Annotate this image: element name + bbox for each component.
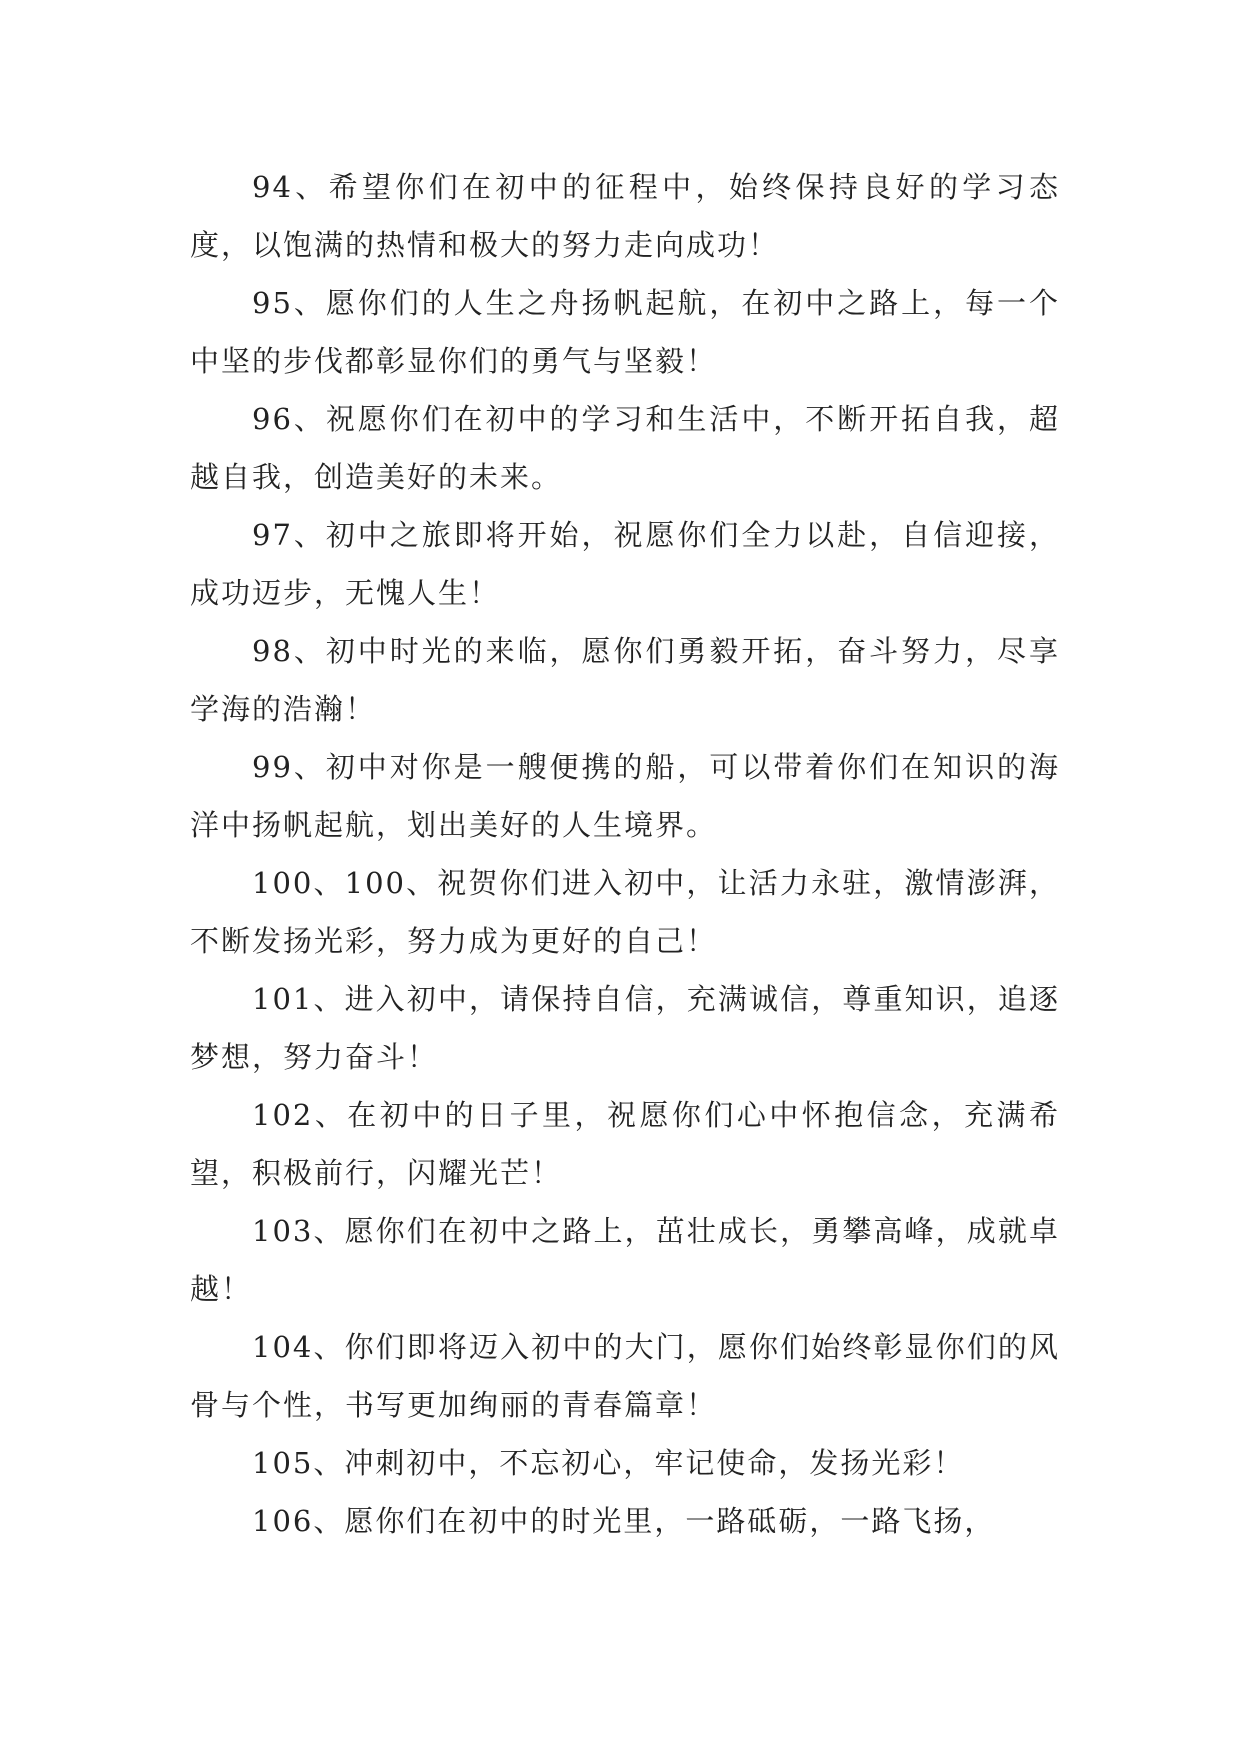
paragraph-99: 99、初中对你是一艘便携的船，可以带着你们在知识的海洋中扬帆起航，划出美好的人生境界。	[190, 750, 1060, 842]
paragraph-96: 96、祝愿你们在初中的学习和生活中，不断开拓自我，超越自我，创造美好的未来。	[190, 402, 1060, 494]
paragraph-95: 95、愿你们的人生之舟扬帆起航，在初中之路上，每一个中坚的步伐都彰显你们的勇气与坚毅！	[190, 286, 1060, 378]
paragraph-97: 97、初中之旅即将开始，祝愿你们全力以赴，自信迎接，成功迈步，无愧人生！	[190, 518, 1060, 610]
paragraph-94: 94、希望你们在初中的征程中，始终保持良好的学习态度，以饱满的热情和极大的努力走向成功！	[190, 170, 1060, 262]
paragraph-102: 102、在初中的日子里，祝愿你们心中怀抱信念，充满希望，积极前行，闪耀光芒！	[190, 1098, 1060, 1190]
paragraph-100: 100、100、祝贺你们进入初中，让活力永驻，激情澎湃，不断发扬光彩，努力成为更好的自己！	[190, 866, 1060, 958]
paragraph-105: 105、冲刺初中，不忘初心，牢记使命，发扬光彩！	[252, 1446, 965, 1480]
document-body	[190, 158, 1060, 1550]
paragraph-103: 103、愿你们在初中之路上，茁壮成长，勇攀高峰，成就卓越！	[190, 1214, 1060, 1306]
paragraph-98: 98、初中时光的来临，愿你们勇毅开拓，奋斗努力，尽享学海的浩瀚！	[190, 634, 1060, 726]
paragraph-106: 106、愿你们在初中的时光里，一路砥砺，一路飞扬，	[252, 1504, 996, 1538]
paragraph-101: 101、进入初中，请保持自信，充满诚信，尊重知识，追逐梦想，努力奋斗！	[190, 982, 1060, 1074]
paragraph-104: 104、你们即将迈入初中的大门，愿你们始终彰显你们的风骨与个性，书写更加绚丽的青春篇章！	[190, 1330, 1060, 1422]
